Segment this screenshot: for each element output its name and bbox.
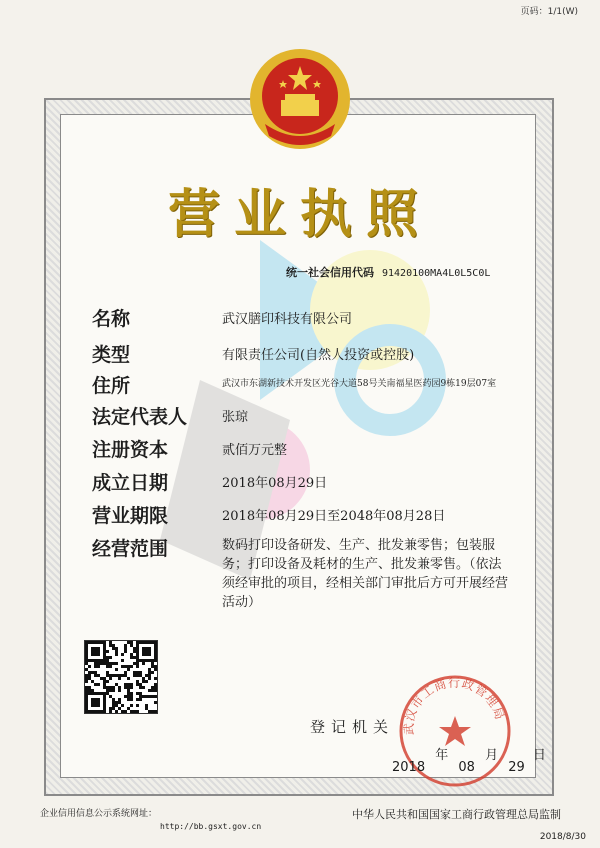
print-date: 2018/8/30 <box>539 832 586 842</box>
credit-code-label: 统一社会信用代码 <box>286 266 374 279</box>
field-label <box>92 340 208 367</box>
date-day-unit: 日 <box>532 748 546 763</box>
field-value: 2018年08月29日 <box>222 476 328 491</box>
field-label <box>92 304 208 331</box>
field-value: 武汉膳印科技有限公司 <box>222 312 353 327</box>
system-url-link[interactable]: http://bb.gsxt.gov.cn <box>160 822 262 831</box>
field-value: 张琼 <box>222 410 249 425</box>
field-label-text: 类型 <box>92 344 131 366</box>
registration-authority: 登记机关 <box>310 718 395 736</box>
date-year-unit: 年 <box>435 748 449 763</box>
field-value: 2018年08月29日至2048年08月28日 <box>222 509 446 524</box>
date-month-unit: 月 <box>485 748 499 763</box>
supervisor-text: 中华人民共和国国家工商行政管理总局监制 <box>352 808 561 821</box>
date-month: 08 <box>458 760 475 775</box>
field-label-text: 法定代表人 <box>92 406 188 428</box>
field-value: 有限责任公司(自然人投资或控股) <box>222 348 415 363</box>
field-value: 贰佰万元整 <box>222 443 288 458</box>
page-indicator: 页码：1/1(W) <box>520 7 578 17</box>
qr-code-icon <box>84 640 158 714</box>
credit-code-value: 91420100MA4L0L5C0L <box>382 268 491 279</box>
field-label <box>92 501 208 528</box>
field-label-text: 经营范围 <box>92 538 169 560</box>
national-emblem-icon <box>245 44 355 154</box>
field-label-text: 注册资本 <box>92 439 169 461</box>
field-label-text: 营业期限 <box>92 505 169 527</box>
registration-date <box>392 748 546 775</box>
date-year: 2018 <box>392 760 426 775</box>
system-label: 企业信用信息公示系统网址： <box>40 809 158 819</box>
field-label-text: 名称 <box>92 308 131 330</box>
field-label <box>92 435 208 462</box>
field-label <box>92 534 208 561</box>
document-title: 营业执照 <box>167 184 432 245</box>
field-value: 数码打印设备研发、生产、批发兼零售；包装服务；打印设备及耗材的生产、批发兼零售。（依法须经审批的项目，经相关部门审批后方可开展经营活动） <box>222 538 509 610</box>
field-value: 武汉市东湖新技术开发区光谷大道58号关南福星医药园9栋19层07室 <box>222 379 497 389</box>
seal-text: 武汉市工商行政管理局 <box>401 675 508 736</box>
field-label-text: 成立日期 <box>92 472 169 494</box>
field-label <box>92 468 208 495</box>
credit-code <box>286 264 490 280</box>
field-label <box>92 402 208 429</box>
date-day: 29 <box>508 760 525 775</box>
field-label <box>92 371 208 398</box>
field-label-text: 住所 <box>92 375 131 397</box>
